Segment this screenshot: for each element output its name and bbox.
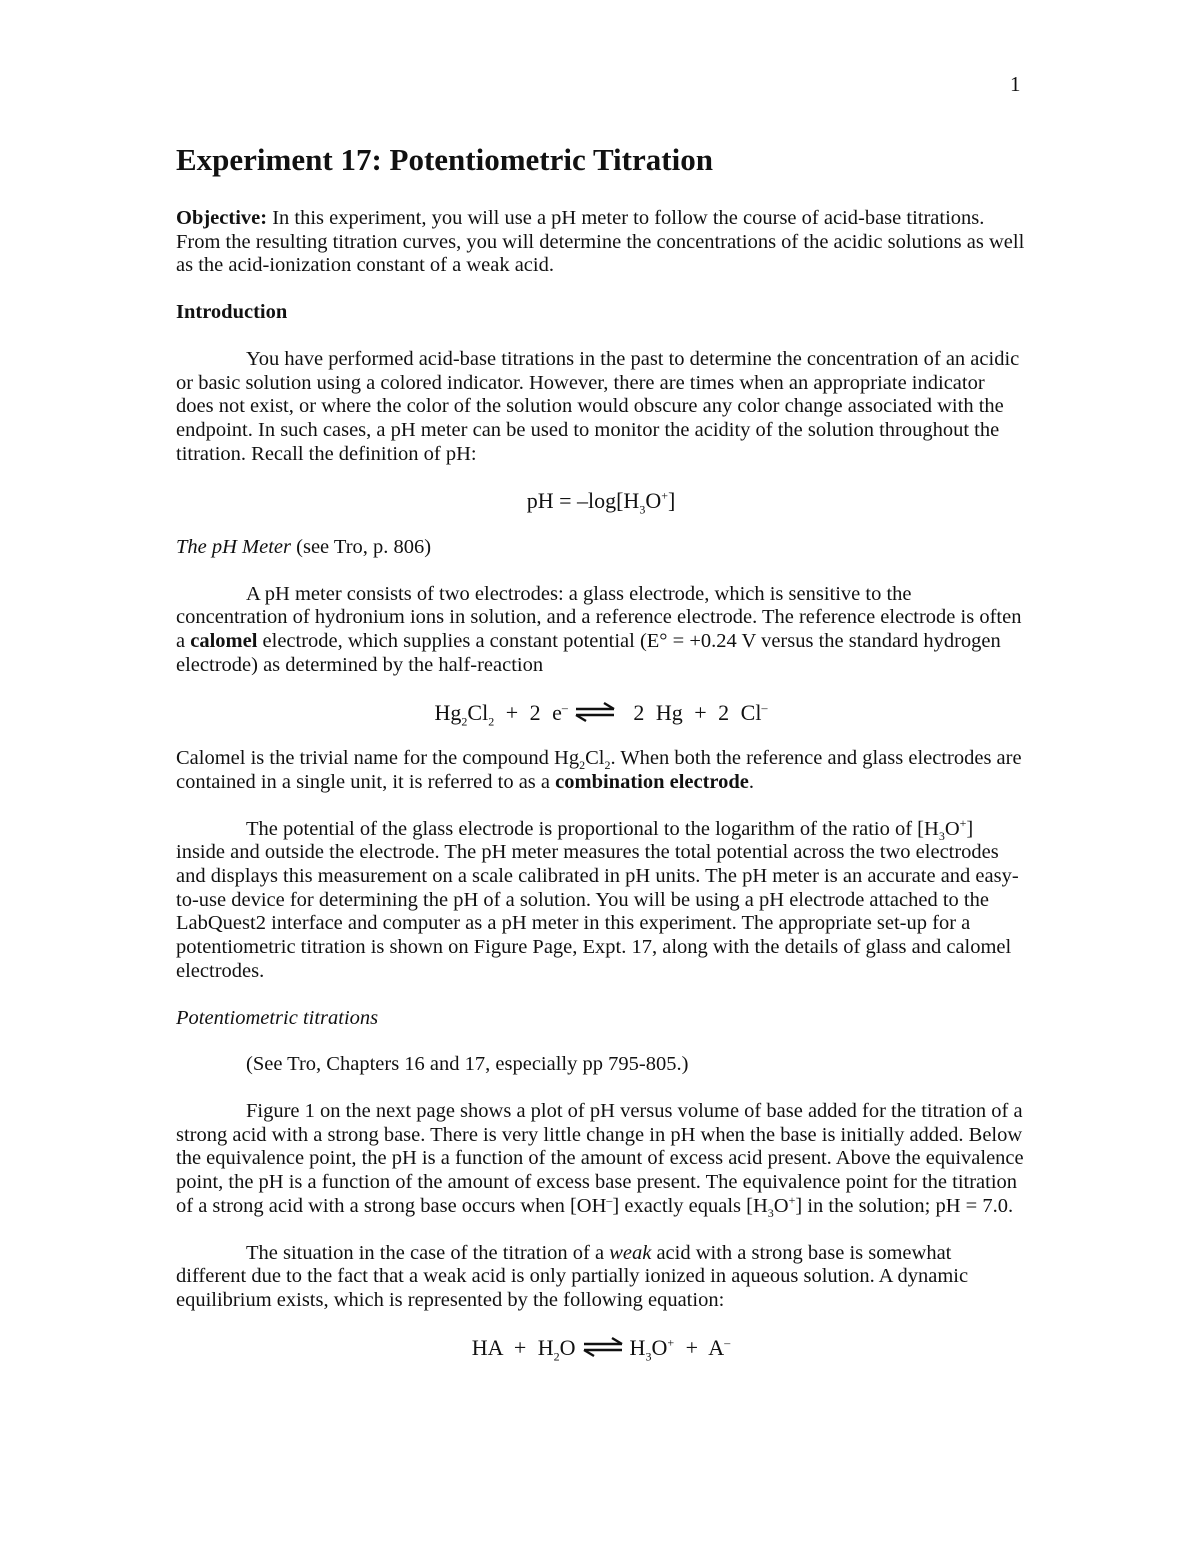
equilibrium-arrow-icon	[574, 701, 616, 723]
ph-meter-paragraph: A pH meter consists of two electrodes: a glass electrode, which is sensitive to the concentration of hydronium ions in solution, and a reference electrode. The reference electrode is often a calomel electrode, which supplies a constant potential (E° = +0.24 V versus the standard hydrogen electrode) as determined by the half-reaction	[176, 582, 1022, 676]
reading-reference: (See Tro, Chapters 16 and 17, especially pp 795-805.)	[246, 1053, 689, 1076]
weak-acid-paragraph: The situation in the case of the titration of a weak acid with a strong base is somewhat different due to the fact that a weak acid is only partially ionized in aqueous solution. A dynamic equilibrium exists, which is represented by the following equation:	[176, 1241, 969, 1311]
introduction-heading: Introduction	[176, 301, 288, 324]
calomel-term: calomel	[190, 630, 258, 653]
page-title: Experiment 17: Potentiometric Titration	[176, 142, 713, 177]
glass-electrode-paragraph: The potential of the glass electrode is proportional to the logarithm of the ratio of $[H_3O^+]$ inside and outside the electrode. The pH meter measures the total potential across the two electrodes and displays this measurement on a scale calibrated in pH units. The pH meter is an accurate and easy-to-use device for determining the pH of a solution. You will be using a pH electrode attached to the LabQuest2 interface and computer as a pH meter in this experiment. The appropriate set-up for a potentiometric titration is shown on Figure Page, Expt. 17, along with the details of glass and calomel electrodes.	[176, 815, 1019, 982]
ph-meter-heading: The pH Meter (see Tro, p. 806)	[176, 536, 432, 559]
combination-electrode-term: combination electrode	[555, 770, 749, 793]
equilibrium-arrow-icon	[582, 1336, 624, 1358]
ph-definition-equation: pH = $-\log[H_3O^+]$	[526, 488, 676, 517]
page-number: 1	[1010, 72, 1021, 96]
introduction-paragraph: You have performed acid-base titrations in the past to determine the concentration of an acidic or basic solution using a colored indicator. However, there are times when an appropriate indicator does not exist, or where the color of the solution would obscure any color change associated with the endpoint. In such cases, a pH meter can be used to monitor the acidity of the solution throughout the titration. Recall the definition of pH:	[176, 347, 1020, 465]
objective-label: Objective:	[176, 207, 268, 229]
calomel-paragraph: Calomel is the trivial name for the compound $Hg_2Cl_2$. When both the reference and glass electrodes are contained in a single unit, it is referred to as a combination electrode.	[176, 747, 1022, 793]
potentiometric-titrations-heading: Potentiometric titrations	[176, 1006, 379, 1029]
document-body	[176, 140, 1026, 1382]
objective-paragraph: Objective: In this experiment, you will use a pH meter to follow the course of acid-base titrations. From the resulting titration curves, you will determine the concentrations of the acidic solutions as well as the acid-ionization constant of a weak acid.	[176, 207, 1025, 277]
weak-acid-equilibrium-equation: HA + $H_2O$ $H_3O^+ + A^-$	[471, 1334, 731, 1363]
strong-acid-paragraph: Figure 1 on the next page shows a plot of pH versus volume of base added for the titration of a strong acid with a strong base. There is very little change in pH when the base is initially added. Below the equivalence point, the pH is a function of the amount of excess acid present. Above the equivalence point, the pH is a function of the amount of excess base present. The equivalence point for the titration of a strong acid with a strong base occurs when [OH–] exactly equals $[H_3O^+]$ in the solution; pH = 7.0.	[176, 1099, 1024, 1220]
calomel-half-reaction: $Hg_2Cl_2 + 2$ e– 2 Hg + 2 Cl–	[434, 699, 768, 728]
